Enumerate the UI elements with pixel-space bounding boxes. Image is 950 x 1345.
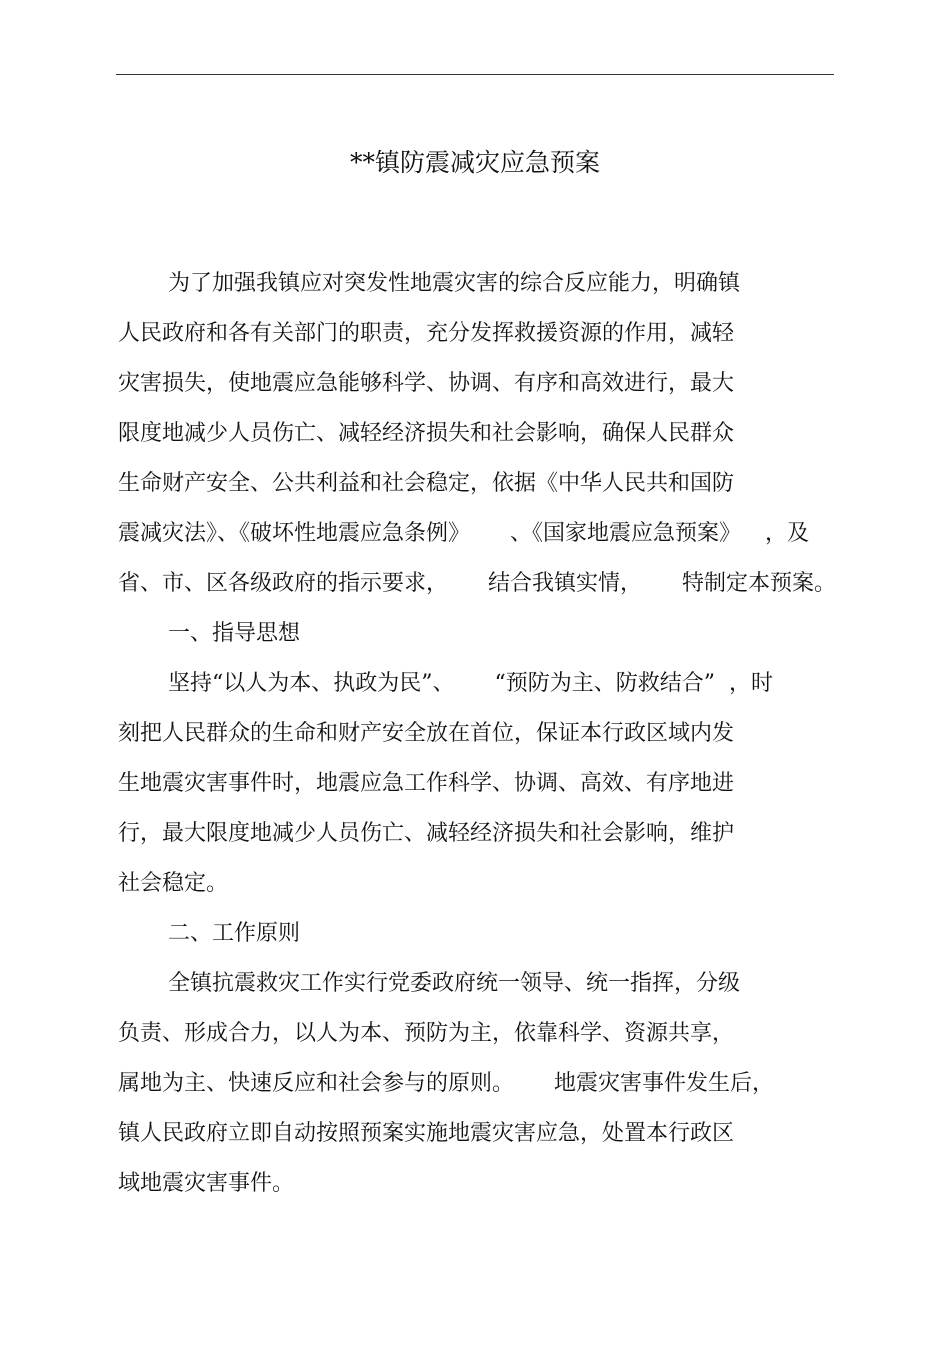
intro-line-4: 限度地减少人员伤亡、减轻经济损失和社会影响，确保人民群众 bbox=[118, 421, 735, 446]
section1-line-1-part-a: 坚持“以人为本、执政为民”、 bbox=[168, 671, 455, 696]
intro-line-7-part-b: 结合我镇实情， bbox=[488, 571, 643, 596]
document-body bbox=[118, 266, 837, 1216]
section1-line-4: 行，最大限度地减少人员伤亡、减轻经济损失和社会影响，维护 bbox=[118, 821, 735, 846]
intro-line-6-part-c: ，及 bbox=[765, 521, 810, 546]
section1-line-1-part-b: “预防为主、防救结合” bbox=[494, 671, 715, 696]
section2-line-2: 负责、形成合力，以人为本、预防为主，依靠科学、资源共享， bbox=[118, 1021, 735, 1046]
section2-line-5: 域地震灾害事件。 bbox=[118, 1171, 295, 1196]
intro-line-6-part-a: 震减灾法》、《破坏性地震应急条例》 bbox=[118, 521, 471, 546]
intro-line-7-part-a: 省、市、区各级政府的指示要求， bbox=[118, 571, 449, 596]
intro-line-7-part-c: 特制定本预案。 bbox=[682, 571, 837, 596]
header-rule bbox=[116, 74, 834, 75]
section2-line-3-part-a: 属地为主、快速反应和社会参与的原则。 bbox=[118, 1071, 515, 1096]
section-heading-guiding-thought: 一、指导思想 bbox=[168, 621, 301, 646]
section1-line-2: 刻把人民群众的生命和财产安全放在首位，保证本行政区域内发 bbox=[118, 721, 735, 746]
intro-line-6 bbox=[118, 516, 834, 566]
intro-line-3: 灾害损失，使地震应急能够科学、协调、有序和高效进行，最大 bbox=[118, 371, 735, 396]
section1-line-1 bbox=[118, 666, 834, 716]
section2-line-3 bbox=[118, 1066, 834, 1116]
intro-line-5: 生命财产安全、公共利益和社会稳定，依据《中华人民共和国防 bbox=[118, 471, 735, 496]
section2-line-1: 全镇抗震救灾工作实行党委政府统一领导、统一指挥，分级 bbox=[168, 971, 741, 996]
intro-line-6-part-b: 、《国家地震应急预案》 bbox=[510, 521, 742, 546]
section1-line-5: 社会稳定。 bbox=[118, 871, 229, 896]
intro-line-7 bbox=[118, 566, 837, 616]
document-title: **镇防震减灾应急预案 bbox=[349, 148, 600, 177]
section1-line-1-part-c: ，时 bbox=[729, 671, 774, 696]
section2-line-4: 镇人民政府立即自动按照预案实施地震灾害应急，处置本行政区 bbox=[118, 1121, 735, 1146]
section2-line-3-part-b: 地震灾害事件发生后， bbox=[554, 1071, 775, 1096]
intro-line-2: 人民政府和各有关部门的职责，充分发挥救援资源的作用，减轻 bbox=[118, 321, 735, 346]
section-heading-work-principles: 二、工作原则 bbox=[168, 921, 301, 946]
section1-line-3: 生地震灾害事件时，地震应急工作科学、协调、高效、有序地进 bbox=[118, 771, 735, 796]
intro-line-1: 为了加强我镇应对突发性地震灾害的综合反应能力，明确镇 bbox=[168, 271, 741, 296]
